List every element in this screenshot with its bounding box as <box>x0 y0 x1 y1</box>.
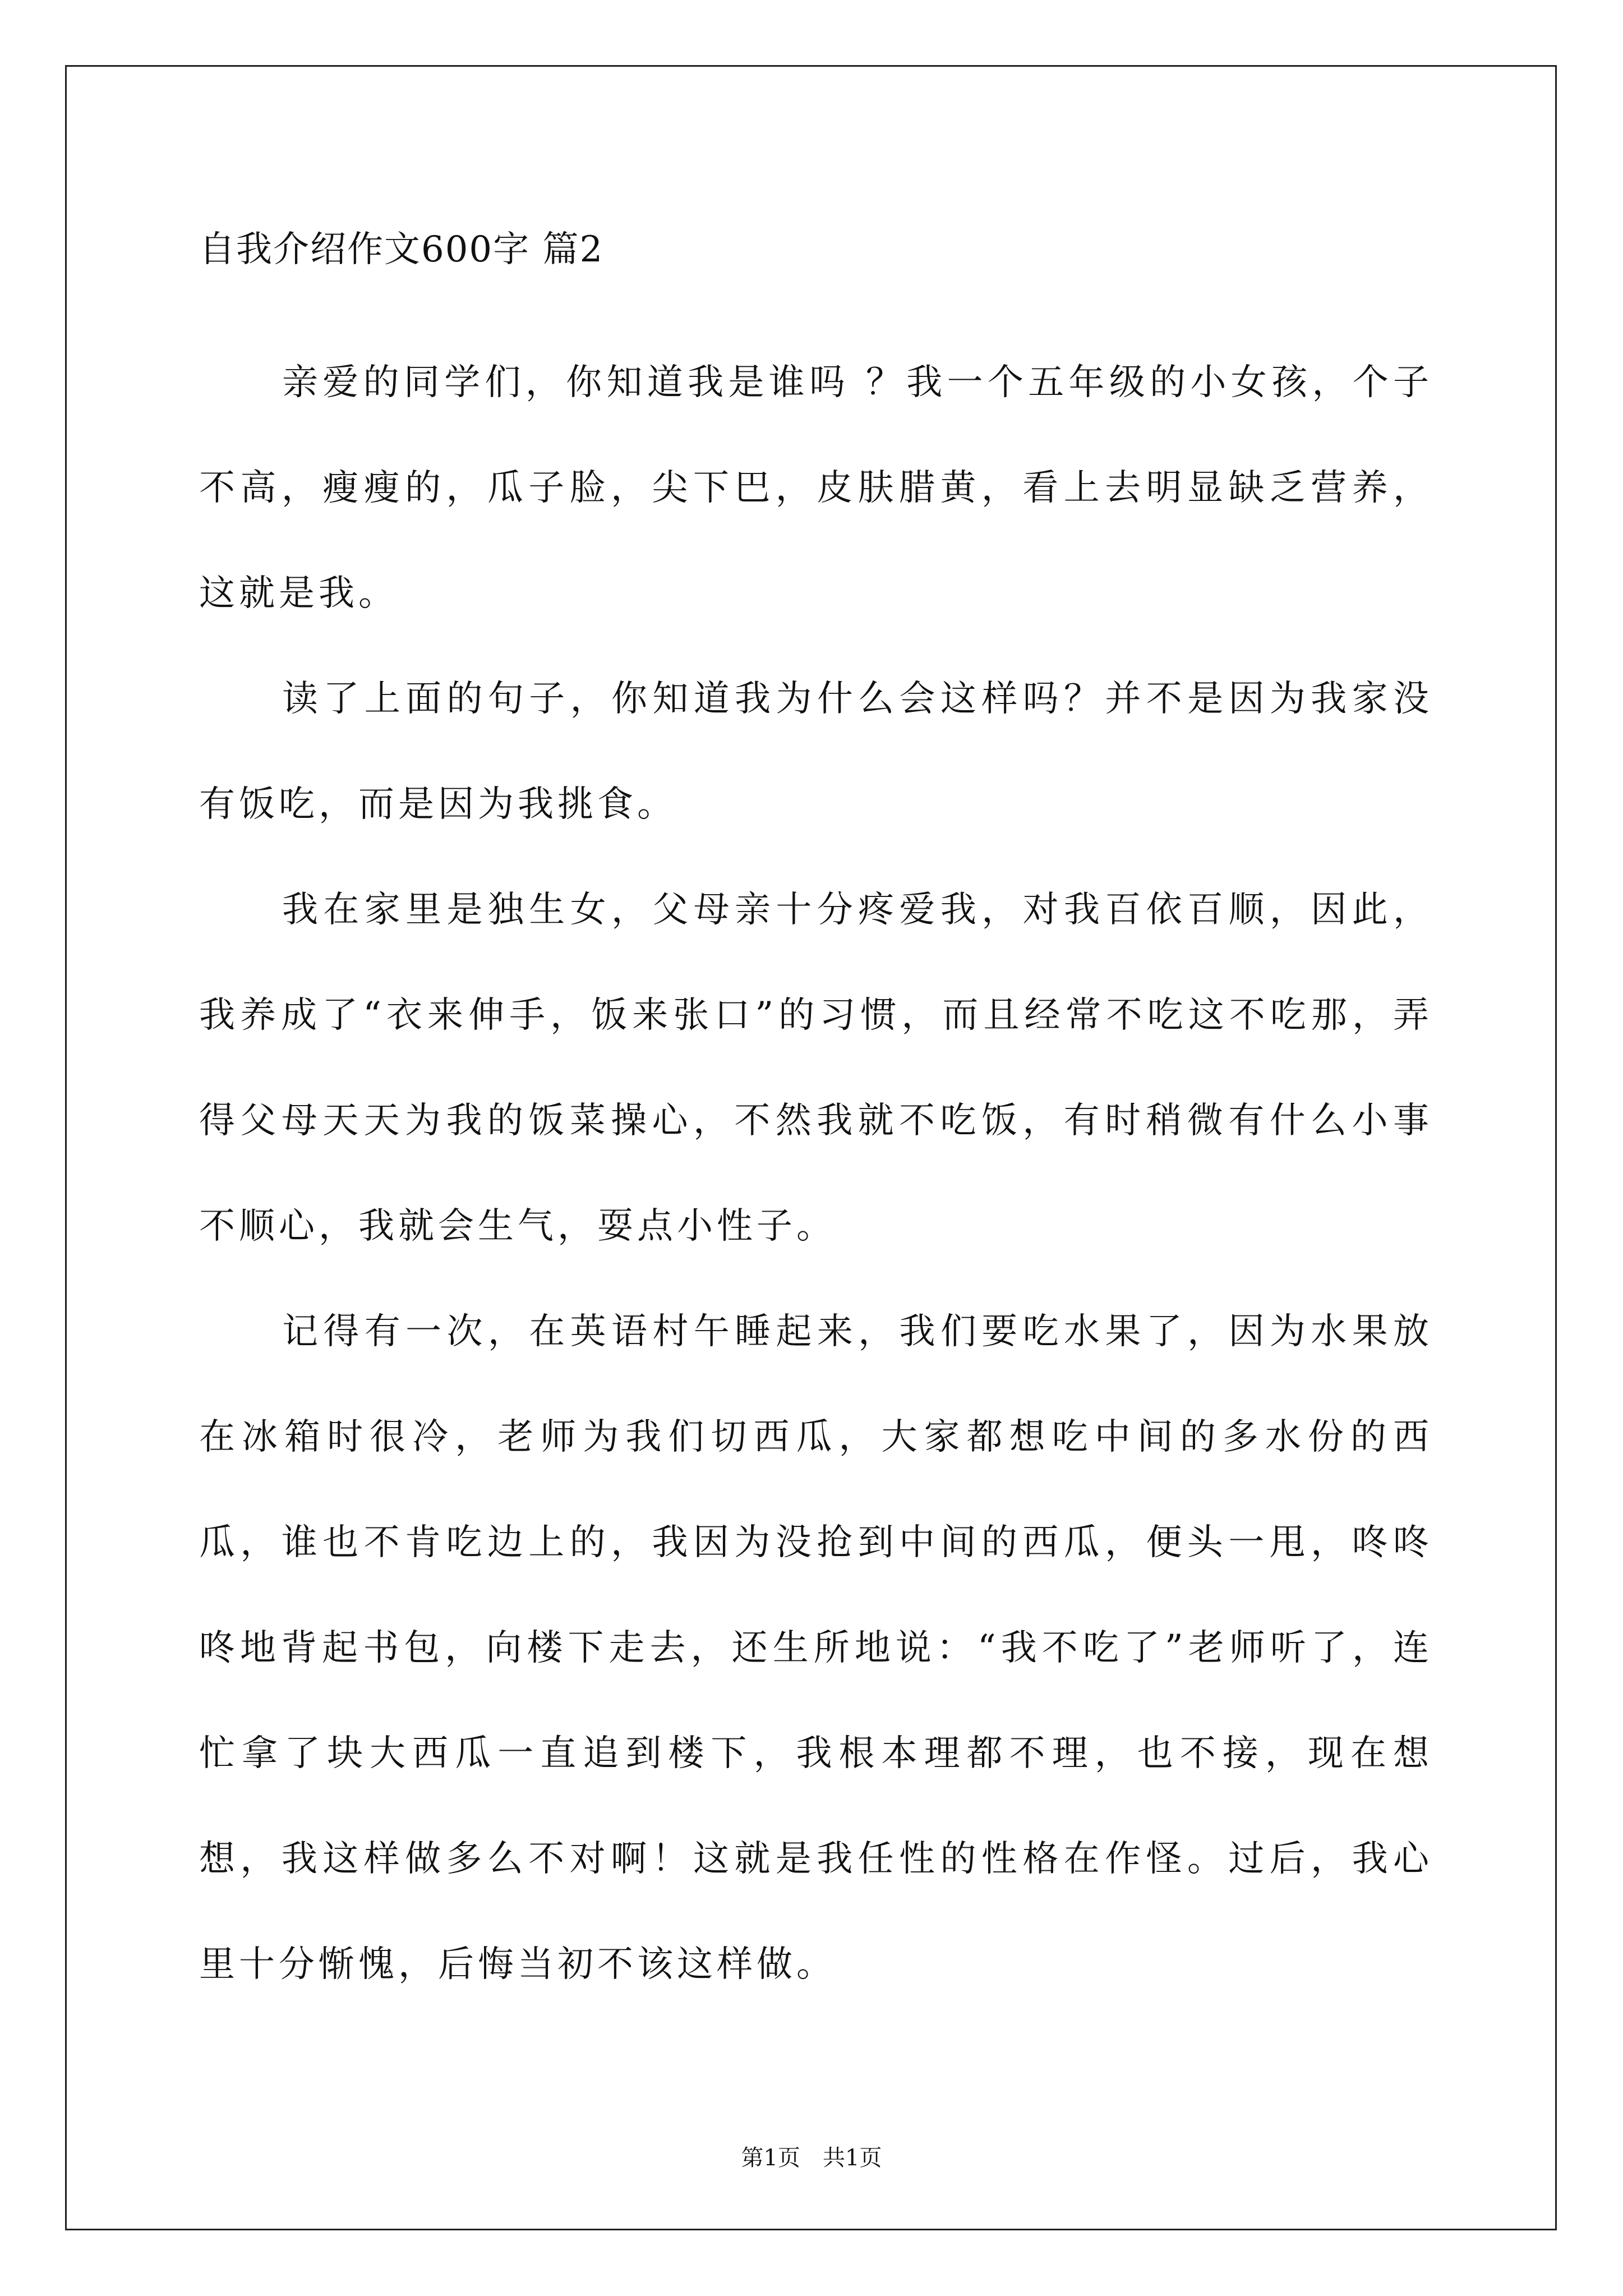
document-body <box>199 224 1433 2017</box>
paragraph-4: 记得有一次，在英语村午睡起来，我们要吃水果了，因为水果放在冰箱时很冷，老师为我们切西瓜，大家都想吃中间的多水份的西瓜，谁也不肯吃边上的，我因为没抢到中间的西瓜，便头一甩，咚咚咚地背起书包，向楼下走去，还生所地说：“我不吃了”老师听了，连忙拿了块大西瓜一直追到楼下，我根本理都不理，也不接，现在想想，我这样做多么不对啊！这就是我任性的性格在作怪。过后，我心里十分惭愧，后悔当初不该这样做。 <box>199 1311 1433 1985</box>
paragraph-2: 读了上面的句子，你知道我为什么会这样吗？并不是因为我家没有饭吃，而是因为我挑食。 <box>199 678 1433 825</box>
paragraph-3: 我在家里是独生女，父母亲十分疼爱我，对我百依百顺，因此，我养成了“衣来伸手，饭来张口”的习惯，而且经常不吃这不吃那，弄得父母天天为我的饭菜操心，不然我就不吃饭，有时稍微有什么小事不顺心，我就会生气，耍点小性子。 <box>199 889 1433 1247</box>
paragraph-1: 亲爱的同学们，你知道我是谁吗 ？我一个五年级的小女孩，个子不高，瘦瘦的，瓜子脸，尖下巴，皮肤腊黄，看上去明显缺乏营养，这就是我。 <box>199 362 1433 614</box>
page-footer: 第1页 共1页 <box>741 2145 882 2171</box>
document-title: 自我介绍作文600字 篇2 <box>199 229 604 270</box>
